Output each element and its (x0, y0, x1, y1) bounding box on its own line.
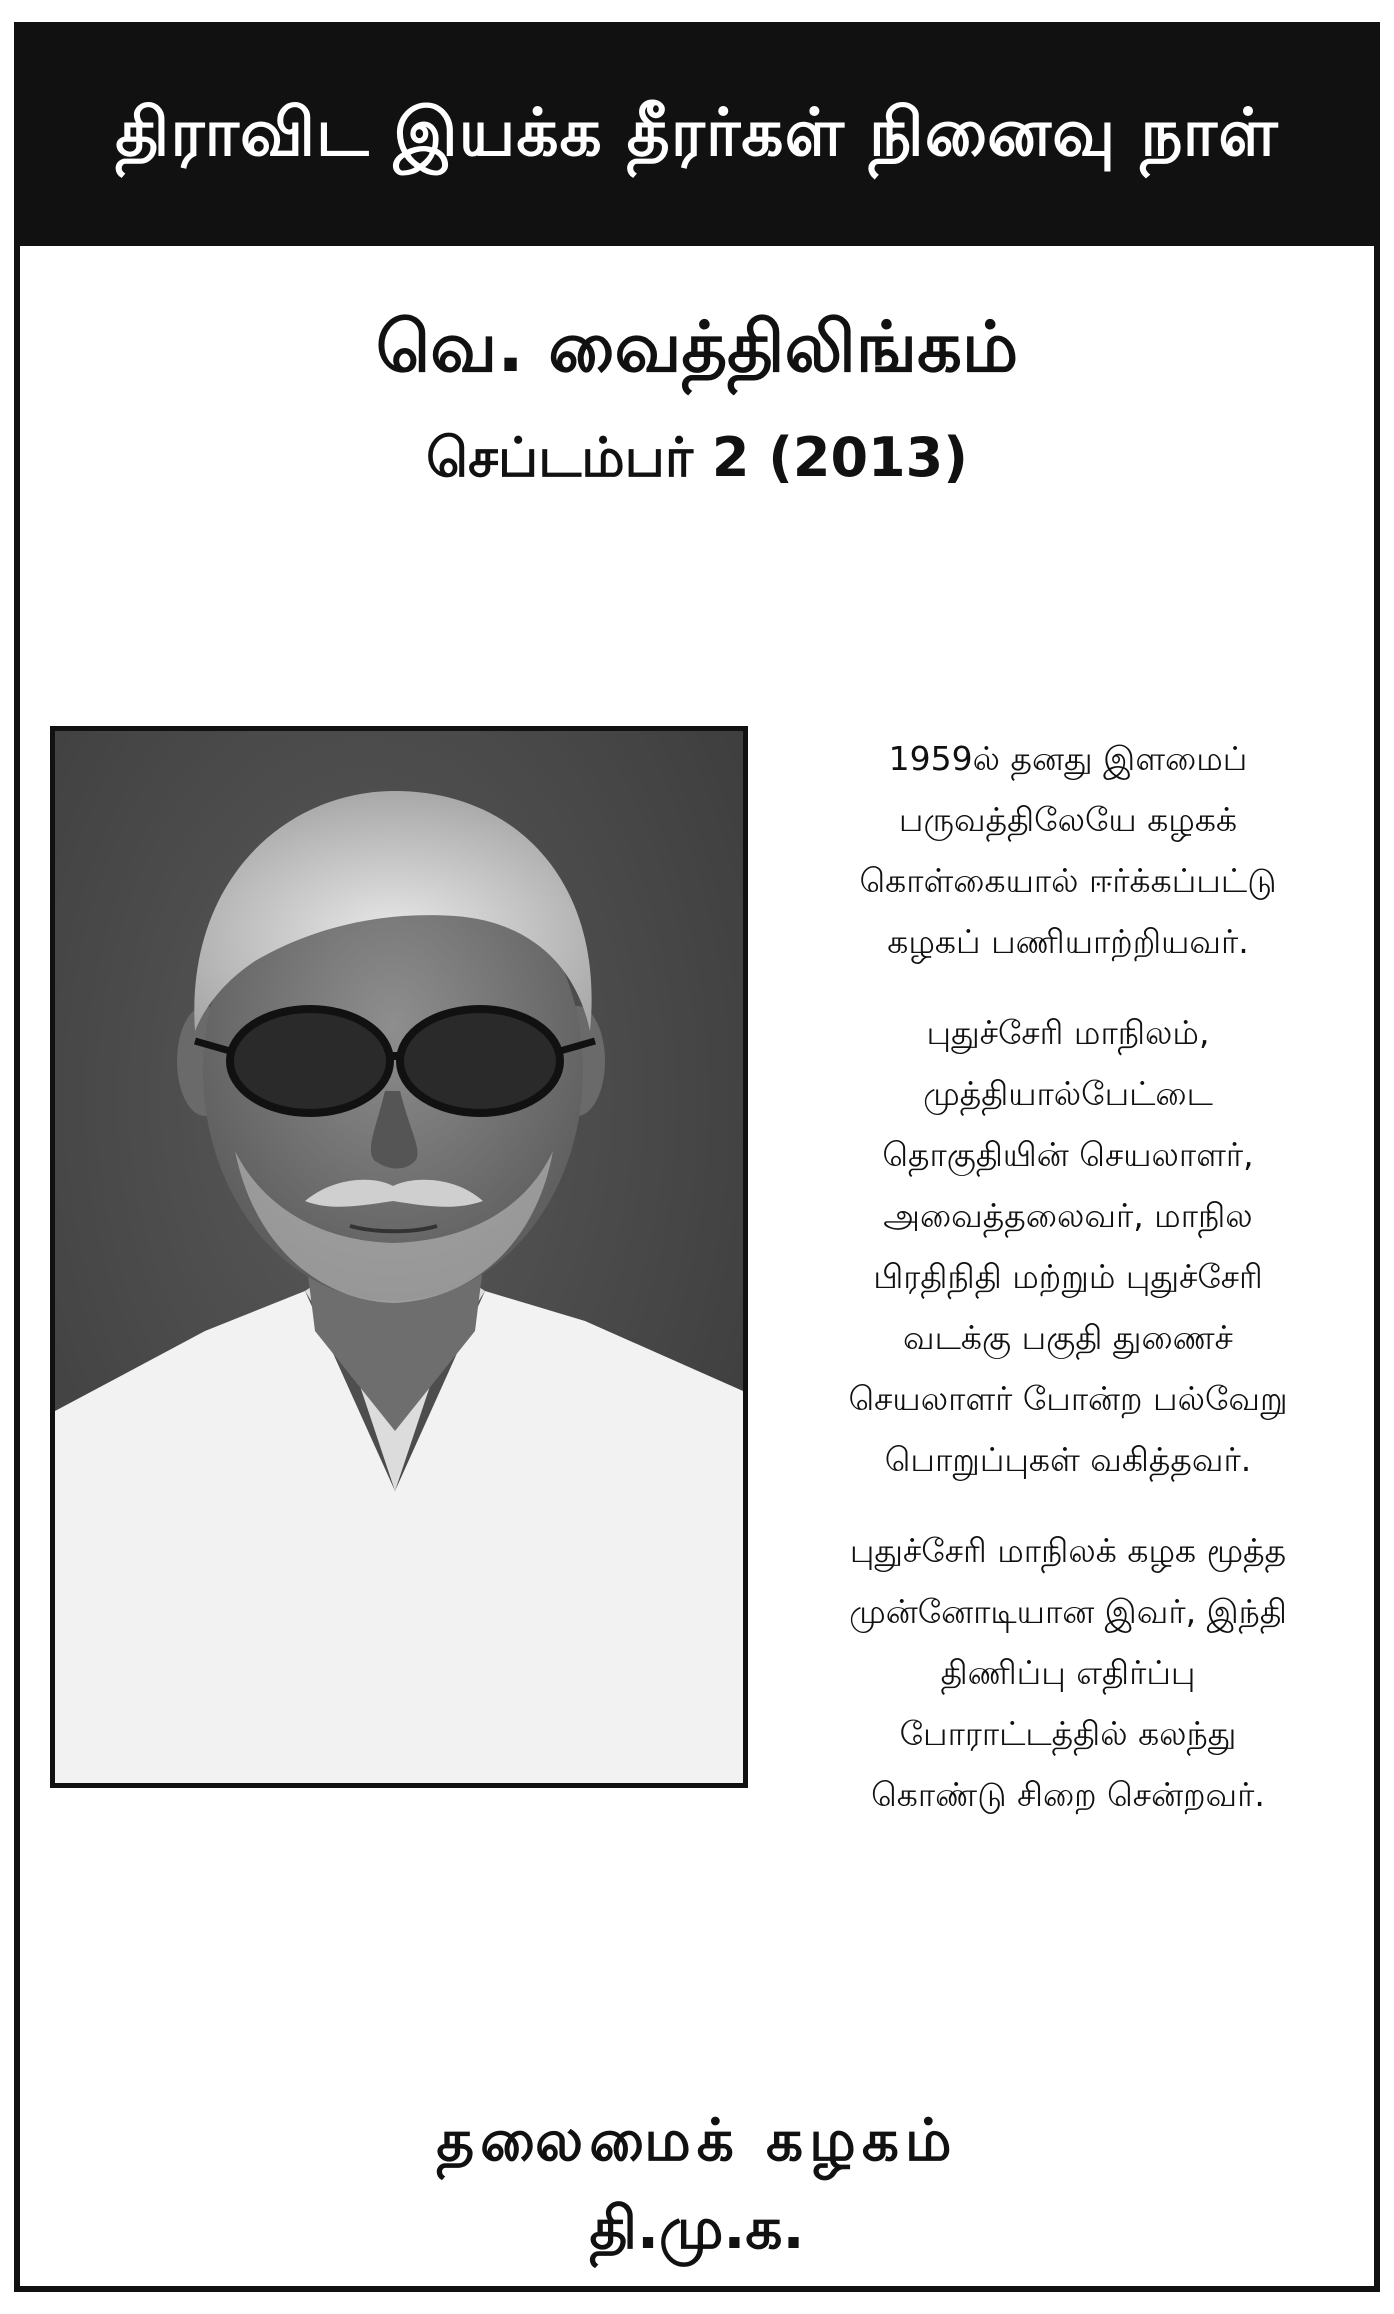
header-bar (20, 28, 1374, 246)
bio-line: 1959ல் தனது இளமைப் (888, 739, 1248, 778)
bio-line: போராட்டத்தில் கலந்து (899, 1714, 1237, 1753)
bio-line: திணிப்பு எதிர்ப்பு (940, 1653, 1196, 1692)
portrait-image (55, 731, 743, 1783)
bio-line: தொகுதியின் செயலாளர், (882, 1135, 1254, 1174)
footer-party-name: தி.மு.க. (589, 2194, 805, 2262)
bio-line: பிரதிநிதி மற்றும் புதுச்சேரி (873, 1257, 1263, 1296)
bio-line: புதுச்சேரி மாநிலக் கழக மூத்த (849, 1531, 1287, 1570)
memorial-notice (14, 22, 1380, 2292)
bio-line: முத்தியால்பேட்டை (923, 1074, 1213, 1113)
bio-line: கழகப் பணியாற்றியவர். (887, 922, 1249, 961)
bio-line: புதுச்சேரி மாநிலம், (926, 1013, 1210, 1052)
person-name: வெ. வைத்திலிங்கம் (375, 306, 1019, 388)
footer-organization: தலைமைக் கழகம் (436, 2106, 958, 2174)
biography (768, 728, 1368, 1855)
bio-line: கொள்கையால் ஈர்க்கப்பட்டு (859, 861, 1277, 900)
bio-line: கொண்டு சிறை சென்றவர். (871, 1775, 1265, 1814)
memorial-date: செப்டம்பர் 2 (2013) (426, 426, 968, 489)
header-title: திராவிட இயக்க தீரர்கள் நினைவு நாள் (115, 94, 1279, 171)
bio-paragraph-positions (768, 1002, 1368, 1490)
bio-line: செயலாளர் போன்ற பல்வேறு (848, 1379, 1288, 1418)
bio-paragraph-early-life (768, 728, 1368, 972)
bio-paragraph-struggle (768, 1520, 1368, 1825)
portrait-photo (50, 726, 748, 1788)
bio-line: பருவத்திலேயே கழகக் (898, 800, 1238, 839)
bio-line: பொறுப்புகள் வகித்தவர். (884, 1440, 1252, 1479)
bio-line: வடக்கு பகுதி துணைச் (903, 1318, 1233, 1357)
bio-line: அவைத்தலைவர், மாநில (883, 1196, 1253, 1235)
bio-line: முன்னோடியான இவர், இந்தி (849, 1592, 1287, 1631)
